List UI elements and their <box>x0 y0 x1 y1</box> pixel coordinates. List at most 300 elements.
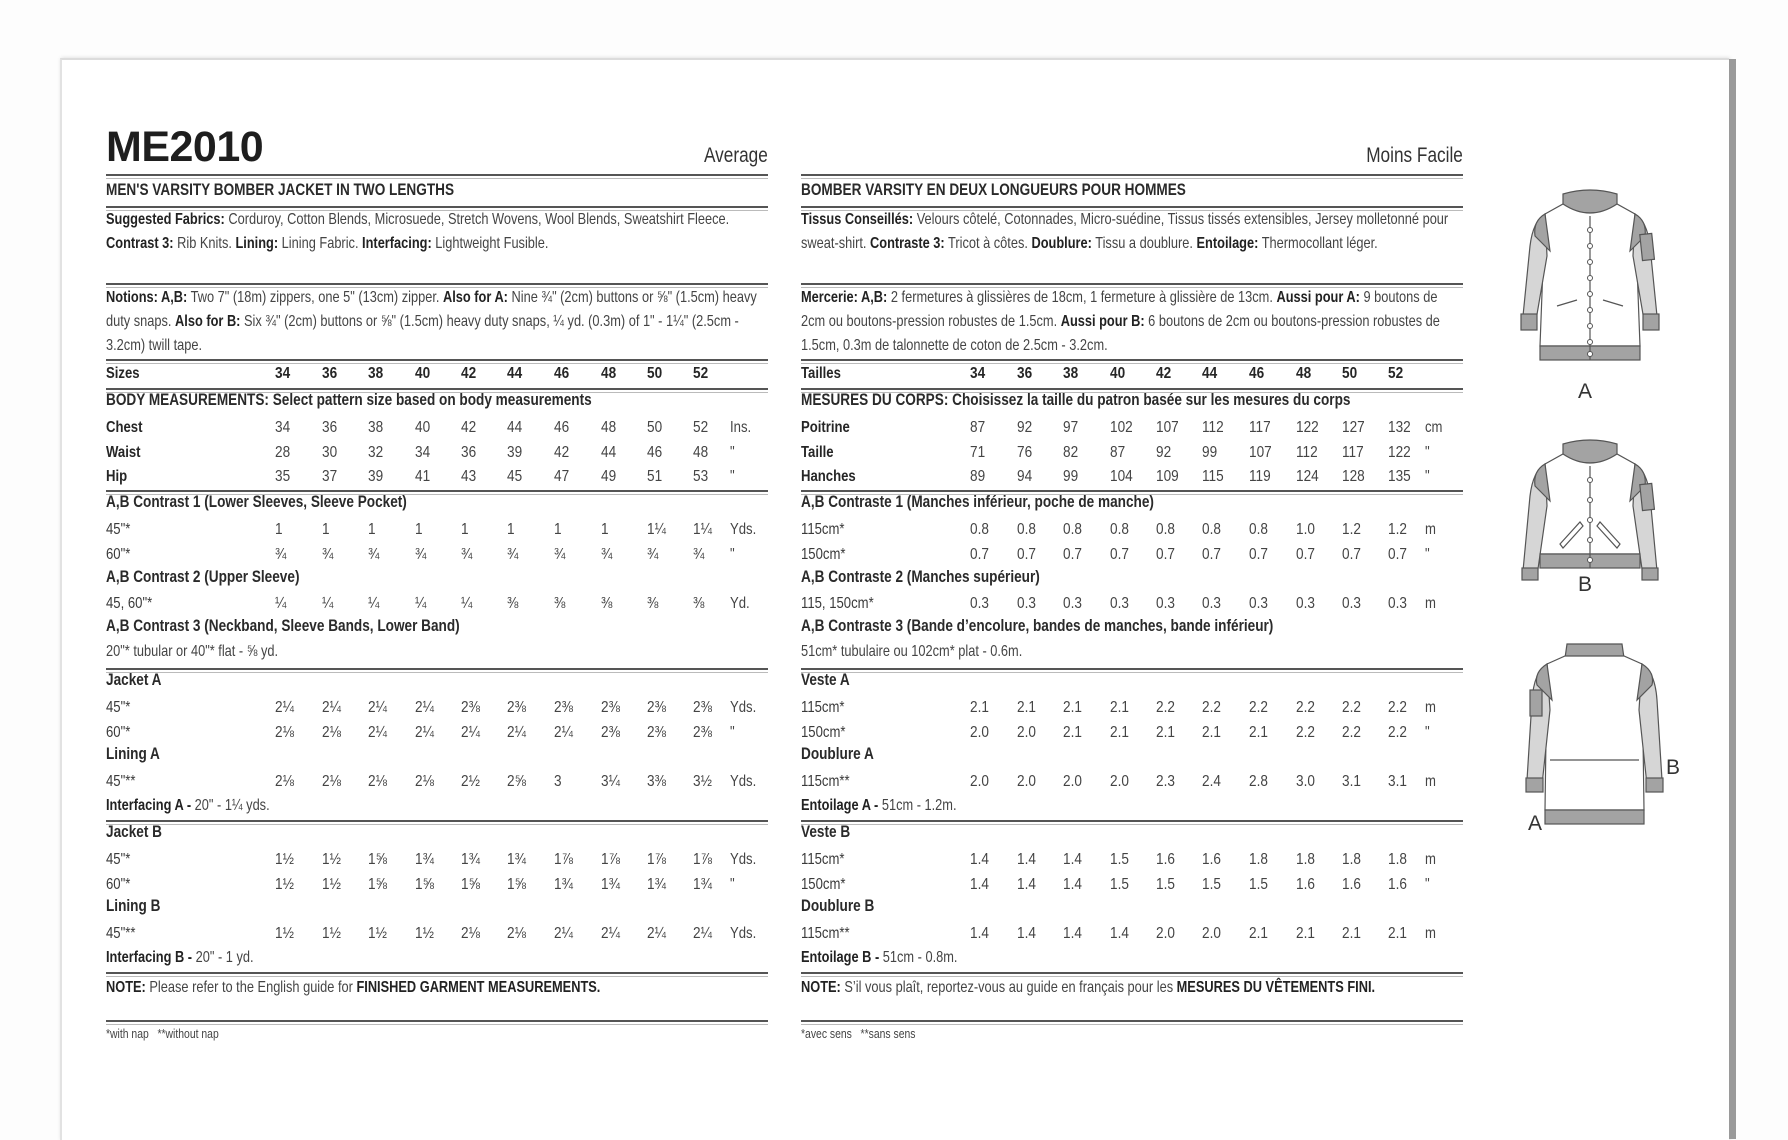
table-cell: 117 <box>1249 419 1271 436</box>
body-text: 20" - 1¼ yds. <box>191 797 270 814</box>
unit-label: m <box>1425 925 1436 942</box>
table-cell: ¼ <box>415 595 427 612</box>
table-cell: 1.4 <box>1017 875 1036 893</box>
table-cell: 2⅛ <box>322 723 341 741</box>
row-label: 45"* <box>106 851 131 868</box>
table-cell: 2.1 <box>1342 925 1361 942</box>
body-text: S’il vous plaît, reportez-vous au guide en français pour les <box>840 979 1177 996</box>
table-cell: 0.7 <box>1342 545 1361 563</box>
bold-label: Contrast 3: <box>106 235 174 252</box>
bold-label <box>106 979 146 996</box>
table-cell: 2¼ <box>507 723 526 741</box>
unit-label: m <box>1425 851 1436 868</box>
bold-label <box>1197 235 1259 252</box>
body-measurement-row <box>106 441 768 465</box>
body-text: Velours côtelé, Cotonnades, Micro-suédine, Tissus tissés extensibles, Jersey molletonné pour sweat-shirt. <box>801 211 1449 252</box>
bold-label <box>801 211 913 228</box>
table-cell: 2.2 <box>1202 699 1221 716</box>
table-cell: 1 <box>507 521 515 538</box>
body-text: 20"* tubular or 40"* flat - ⅝ yd. <box>106 643 279 660</box>
table-cell: 28 <box>275 443 291 461</box>
table-cell: 0.7 <box>1110 545 1129 563</box>
table-cell: 1¾ <box>507 851 526 868</box>
table-cell: ¼ <box>461 595 473 612</box>
table-cell: 2.0 <box>1110 773 1129 790</box>
table-cell: 128 <box>1342 468 1365 485</box>
bold-label <box>870 235 945 252</box>
interfacing-a-text <box>106 794 768 818</box>
body-text: Please refer to the English guide for <box>145 979 357 996</box>
bold-label <box>106 797 191 814</box>
table-cell: 0.7 <box>1202 545 1221 563</box>
table-cell: 48 <box>1296 365 1312 382</box>
table-cell: 1⅝ <box>368 875 387 893</box>
table-cell: 2⅛ <box>461 925 480 942</box>
table-cell: 3.1 <box>1388 773 1407 790</box>
sizes-row <box>106 362 768 386</box>
table-cell: 32 <box>368 443 384 461</box>
table-cell: 1¼ <box>647 521 666 538</box>
table-cell: 1¾ <box>415 851 434 868</box>
body-text: Corduroy, Cotton Blends, Microsuede, Stretch Wovens, Wool Blends, Sweatshirt Fleece. <box>224 211 730 228</box>
heading-text: Veste B <box>801 822 851 841</box>
suggested-fabrics <box>801 208 1463 282</box>
table-cell: ¼ <box>275 595 287 612</box>
interfacing-b-text <box>801 946 1463 970</box>
table-cell: 1.6 <box>1156 851 1175 868</box>
heading-text: Doublure A <box>801 744 874 763</box>
table-cell: 1½ <box>275 875 294 893</box>
table-cell: 2¼ <box>415 723 434 741</box>
row-label: 45, 60"* <box>106 595 153 612</box>
table-cell: 2.1 <box>1296 925 1315 942</box>
table-cell: ¾ <box>693 545 705 563</box>
table-cell: 51 <box>647 468 663 485</box>
unit-label: " <box>730 468 735 485</box>
body-measurement-row <box>801 465 1463 489</box>
table-cell: 119 <box>1249 468 1271 485</box>
table-cell: 2.1 <box>1017 699 1036 716</box>
bold-label: Entoilage: <box>1196 235 1259 252</box>
table-cell: 0.3 <box>1296 595 1315 612</box>
bold-label: Entoilage B - <box>801 949 880 966</box>
lining-b-heading <box>801 896 1463 916</box>
table-cell: 2⅛ <box>275 773 294 790</box>
bold-label <box>801 949 879 966</box>
table-cell: 2⅝ <box>507 773 526 790</box>
body-text: Lining Fabric. <box>278 235 363 252</box>
table-cell: 0.3 <box>1110 595 1129 612</box>
table-cell: 122 <box>1388 443 1411 461</box>
table-cell: 1¾ <box>461 851 480 868</box>
table-cell: 48 <box>601 365 617 382</box>
table-cell: 1½ <box>415 925 434 942</box>
bold-label: Entoilage A - <box>801 797 879 814</box>
table-cell: 92 <box>1017 419 1033 436</box>
yardage-row <box>801 592 1463 616</box>
table-cell: 1⅞ <box>693 851 712 868</box>
heading-text: Lining A <box>106 744 160 763</box>
bold-label <box>106 949 192 966</box>
table-cell: 99 <box>1202 443 1218 461</box>
table-cell: 39 <box>368 468 384 485</box>
body-text: Lightweight Fusible. <box>431 235 549 252</box>
row-label: 115cm* <box>801 851 845 868</box>
table-cell: 2.0 <box>970 723 989 741</box>
row-label: 60"* <box>106 875 131 893</box>
table-cell: 2¼ <box>647 925 666 942</box>
table-cell: 44 <box>1202 365 1218 382</box>
row-label: 45"* <box>106 521 131 538</box>
table-cell: 0.3 <box>970 595 989 612</box>
yardage-row <box>801 518 1463 542</box>
jacket-a-heading <box>106 670 768 690</box>
table-cell: 2.1 <box>970 699 989 716</box>
unit-label: m <box>1425 595 1436 612</box>
bold-label <box>175 313 240 330</box>
notions-text <box>106 286 768 358</box>
table-cell: 2.4 <box>1202 773 1221 790</box>
contrast3-yardage <box>106 640 768 664</box>
table-cell: 41 <box>415 468 431 485</box>
unit-label: " <box>1425 875 1430 893</box>
table-cell: 132 <box>1388 419 1411 436</box>
table-cell: 1.4 <box>1063 851 1082 868</box>
table-cell: 107 <box>1249 443 1272 461</box>
table-cell: 1.5 <box>1156 875 1175 893</box>
table-cell: 2⅜ <box>693 723 712 741</box>
table-cell: 2.3 <box>1156 773 1175 790</box>
contrast1-heading <box>106 492 768 512</box>
table-cell: 2.1 <box>1110 699 1129 716</box>
body-measurement-row <box>106 416 768 440</box>
table-cell: ¾ <box>461 545 473 563</box>
yardage-row <box>801 848 1463 872</box>
table-cell: 2.0 <box>1017 723 1036 741</box>
table-cell: 0.8 <box>1110 521 1129 538</box>
table-cell: 0.3 <box>1202 595 1221 612</box>
table-cell: 1.2 <box>1342 521 1361 538</box>
body-text: Two 7" (18m) zippers, one 5" (13cm) zipper. <box>187 289 443 306</box>
unit-label: " <box>1425 723 1430 741</box>
yardage-row <box>801 696 1463 720</box>
table-cell: 109 <box>1156 468 1179 485</box>
contrast3-heading <box>106 616 768 636</box>
notions <box>106 286 768 358</box>
unit-label: " <box>1425 545 1430 563</box>
heading-text: Jacket B <box>106 822 162 841</box>
row-label: Sizes <box>106 365 140 382</box>
table-cell: 30 <box>322 443 338 461</box>
notions-divider <box>801 283 1463 285</box>
table-cell: 48 <box>601 419 617 436</box>
table-cell: 2.1 <box>1063 699 1082 716</box>
table-cell: 112 <box>1296 443 1318 461</box>
table-cell: 2⅛ <box>275 723 294 741</box>
nap-footnote <box>106 1026 768 1041</box>
notions-text <box>801 286 1463 358</box>
row-label: Tailles <box>801 365 841 382</box>
title-divider <box>801 174 1463 176</box>
table-cell: 3.1 <box>1342 773 1361 790</box>
yardage-row <box>106 696 768 720</box>
table-cell: 37 <box>322 468 338 485</box>
finished-measurements-note-text <box>801 976 1463 1000</box>
table-cell: 42 <box>461 365 477 382</box>
unit-label: " <box>730 443 735 461</box>
note-divider <box>106 972 768 974</box>
heading-text: A,B Contraste 1 (Manches inférieur, poche de manche) <box>801 492 1154 511</box>
table-cell: 38 <box>1063 365 1079 382</box>
table-cell: 1.4 <box>970 851 989 868</box>
table-cell: ¾ <box>554 545 566 563</box>
view-a-label: A <box>1578 380 1593 403</box>
row-label: 115cm** <box>801 773 850 790</box>
table-cell: 2.0 <box>970 773 989 790</box>
bold-label <box>1276 289 1359 306</box>
garment-title <box>801 180 1463 200</box>
body-measurements-heading <box>801 390 1463 410</box>
sizes-row <box>801 362 1463 386</box>
yardage-row <box>801 543 1463 567</box>
table-cell: 42 <box>1156 365 1172 382</box>
table-cell: 40 <box>415 365 431 382</box>
table-cell: 2⅛ <box>415 773 434 790</box>
table-cell: 2.2 <box>1249 699 1268 716</box>
table-cell: 1½ <box>322 851 341 868</box>
table-cell: 104 <box>1110 468 1133 485</box>
bold-label <box>106 235 174 252</box>
interfacing-b-text <box>106 946 768 970</box>
table-cell: 1⅝ <box>461 875 480 893</box>
interfacing-a-text <box>801 794 1463 818</box>
body-text: 20" - 1 yd. <box>192 949 254 966</box>
body-text: 51cm - 1.2m. <box>878 797 957 814</box>
bold-label <box>235 235 278 252</box>
unit-label: " <box>730 723 735 741</box>
body-measurement-row <box>106 465 768 489</box>
table-cell: 2.2 <box>1388 723 1407 741</box>
table-cell: 1.4 <box>1063 925 1082 942</box>
bold-label <box>362 235 432 252</box>
heading-text: Doublure B <box>801 896 875 915</box>
table-cell: 2.1 <box>1156 723 1175 741</box>
table-cell: 122 <box>1296 419 1319 436</box>
bold-label: Interfacing B - <box>106 949 193 966</box>
contrast3-yardage <box>801 640 1463 664</box>
finished-measurements-note <box>801 976 1463 1000</box>
row-label: 115cm* <box>801 699 845 716</box>
table-cell: 87 <box>1110 443 1126 461</box>
table-cell: 40 <box>1110 365 1126 382</box>
body-text: Rib Knits. <box>173 235 236 252</box>
row-label: Waist <box>106 443 141 461</box>
row-label: Hanches <box>801 468 856 485</box>
table-cell: 0.7 <box>1017 545 1036 563</box>
table-cell: 2.2 <box>1388 699 1407 716</box>
yardage-row <box>106 770 768 794</box>
table-cell: 2.8 <box>1249 773 1268 790</box>
table-cell: 2¼ <box>368 699 387 716</box>
row-label: Poitrine <box>801 419 850 436</box>
table-cell: 0.8 <box>1017 521 1036 538</box>
table-cell: 2.2 <box>1342 699 1361 716</box>
suggested-fabrics-text <box>106 208 768 256</box>
row-label: Taille <box>801 443 834 461</box>
table-cell: 1.8 <box>1296 851 1315 868</box>
table-cell: 2¼ <box>601 925 620 942</box>
table-cell: 0.3 <box>1342 595 1361 612</box>
table-cell: ¼ <box>322 595 334 612</box>
table-cell: 46 <box>647 443 663 461</box>
table-cell: 1½ <box>368 925 387 942</box>
table-cell: 1.5 <box>1110 851 1129 868</box>
table-cell: 2.1 <box>1249 723 1268 741</box>
table-cell: 0.7 <box>1296 545 1315 563</box>
table-cell: 1¼ <box>693 521 712 538</box>
table-cell: 1¾ <box>693 875 712 893</box>
table-cell: 1⅞ <box>554 851 573 868</box>
table-cell: 3¼ <box>601 773 620 790</box>
lining-a-heading <box>801 744 1463 764</box>
heading-text: A,B Contrast 1 (Lower Sleeves, Sleeve Pocket) <box>106 492 407 511</box>
unit-label: m <box>1425 699 1436 716</box>
table-cell: 87 <box>970 419 986 436</box>
heading-text: Lining B <box>106 896 161 915</box>
unit-label: Yd. <box>730 595 750 612</box>
table-cell: 1.5 <box>1249 875 1268 893</box>
yardage-row <box>801 770 1463 794</box>
heading-text: MEN'S VARSITY BOMBER JACKET IN TWO LENGTHS <box>106 180 455 199</box>
bold-label: Contraste 3: <box>870 235 945 252</box>
yardage-row <box>106 543 768 567</box>
sizes-divider <box>801 359 1463 361</box>
row-label: 45"* <box>106 699 131 716</box>
nap-footnote <box>801 1026 1463 1041</box>
table-cell: 36 <box>322 419 338 436</box>
jacket-b-front-illustration <box>1505 436 1675 586</box>
table-cell: 0.3 <box>1249 595 1268 612</box>
table-cell: 2¼ <box>693 925 712 942</box>
row-label: 45"** <box>106 773 136 790</box>
yardage-row <box>801 721 1463 745</box>
bold-label <box>1031 235 1091 252</box>
table-cell: 0.7 <box>1156 545 1175 563</box>
bold-label: Aussi pour A: <box>1276 289 1360 306</box>
table-cell: 1⅝ <box>507 875 526 893</box>
table-cell: 1.8 <box>1388 851 1407 868</box>
row-label: 60"* <box>106 545 131 563</box>
table-cell: ¾ <box>275 545 287 563</box>
table-cell: 1¾ <box>554 875 573 893</box>
bold-label: MESURES DU VÊTEMENTS FINI. <box>1176 979 1376 996</box>
row-label: 150cm* <box>801 875 846 893</box>
table-cell: 34 <box>275 419 291 436</box>
table-cell: 1.4 <box>1110 925 1129 942</box>
contrast3-yardage-text <box>106 640 768 664</box>
table-cell: 89 <box>970 468 986 485</box>
table-cell: 2¼ <box>275 699 294 716</box>
table-cell: 0.3 <box>1017 595 1036 612</box>
bold-label: Mercerie: A,B: <box>801 289 888 306</box>
bold-label: Also for A: <box>443 289 508 306</box>
table-cell: 1.4 <box>970 875 989 893</box>
table-cell: 3⅜ <box>647 773 666 790</box>
row-label: 60"* <box>106 723 131 741</box>
bold-label: Interfacing A - <box>106 797 192 814</box>
jacket-a-front-illustration <box>1505 186 1675 386</box>
finished-measurements-note-text <box>106 976 768 1000</box>
body-text: Tricot à côtes. <box>944 235 1032 252</box>
table-cell: 2⅜ <box>693 699 712 716</box>
table-cell: 3.0 <box>1296 773 1315 790</box>
table-cell: 1 <box>275 521 283 538</box>
unit-label: " <box>730 545 735 563</box>
body-text: 51cm - 0.8m. <box>879 949 958 966</box>
table-cell: 92 <box>1156 443 1172 461</box>
interfacing-a <box>106 794 768 818</box>
table-cell: 135 <box>1388 468 1411 485</box>
unit-label: Yds. <box>730 521 757 538</box>
table-cell: 76 <box>1017 443 1033 461</box>
row-label: 115cm* <box>801 521 845 538</box>
table-cell: 53 <box>693 468 709 485</box>
bold-label <box>801 289 887 306</box>
bold-label: Aussi pour B: <box>1060 313 1145 330</box>
bold-label <box>1177 979 1375 996</box>
table-cell: 1¾ <box>647 875 666 893</box>
yardage-row <box>106 518 768 542</box>
table-cell: 48 <box>693 443 709 461</box>
table-cell: 46 <box>554 365 570 382</box>
table-cell: 2¼ <box>368 723 387 741</box>
row-label: 150cm* <box>801 545 846 563</box>
contrast3-yardage-text <box>801 640 1463 664</box>
note-divider <box>801 972 1463 974</box>
table-cell: 1 <box>415 521 423 538</box>
body-text: 2 fermetures à glissières de 18cm, 1 fermeture à glissière de 13cm. <box>887 289 1277 306</box>
table-cell: 1.4 <box>1063 875 1082 893</box>
body-text: Nine ¾" (2cm) buttons or ⅝" (1.5cm) heavy duty snaps. <box>106 289 757 330</box>
table-cell: 2⅛ <box>322 773 341 790</box>
table-cell: 2¼ <box>322 699 341 716</box>
table-cell: 2¼ <box>415 699 434 716</box>
table-cell: 2⅜ <box>601 699 620 716</box>
table-cell: 34 <box>415 443 431 461</box>
body-text: Tissu a doublure. <box>1091 235 1197 252</box>
heading-text: BOMBER VARSITY EN DEUX LONGUEURS POUR HOMMES <box>801 180 1186 199</box>
table-cell: 1.0 <box>1296 521 1315 538</box>
view-b-back-label: B <box>1666 756 1681 779</box>
table-cell: 1.6 <box>1296 875 1315 893</box>
table-cell: ¾ <box>322 545 334 563</box>
bold-label: Doublure: <box>1031 235 1092 252</box>
body-text: Thermocollant léger. <box>1258 235 1378 252</box>
table-cell: ⅜ <box>554 595 566 612</box>
table-cell: 2½ <box>461 773 480 790</box>
table-cell: ¾ <box>507 545 519 563</box>
table-cell: 36 <box>322 365 338 382</box>
contrast3-heading <box>801 616 1463 636</box>
table-cell: 0.8 <box>970 521 989 538</box>
difficulty-level: Moins Facile <box>1366 144 1463 167</box>
bold-label <box>443 289 508 306</box>
table-cell: 1⅞ <box>647 851 666 868</box>
table-cell: 2⅛ <box>507 925 526 942</box>
table-cell: ⅜ <box>693 595 705 612</box>
table-cell: 115 <box>1202 468 1224 485</box>
table-cell: 1.6 <box>1202 851 1221 868</box>
